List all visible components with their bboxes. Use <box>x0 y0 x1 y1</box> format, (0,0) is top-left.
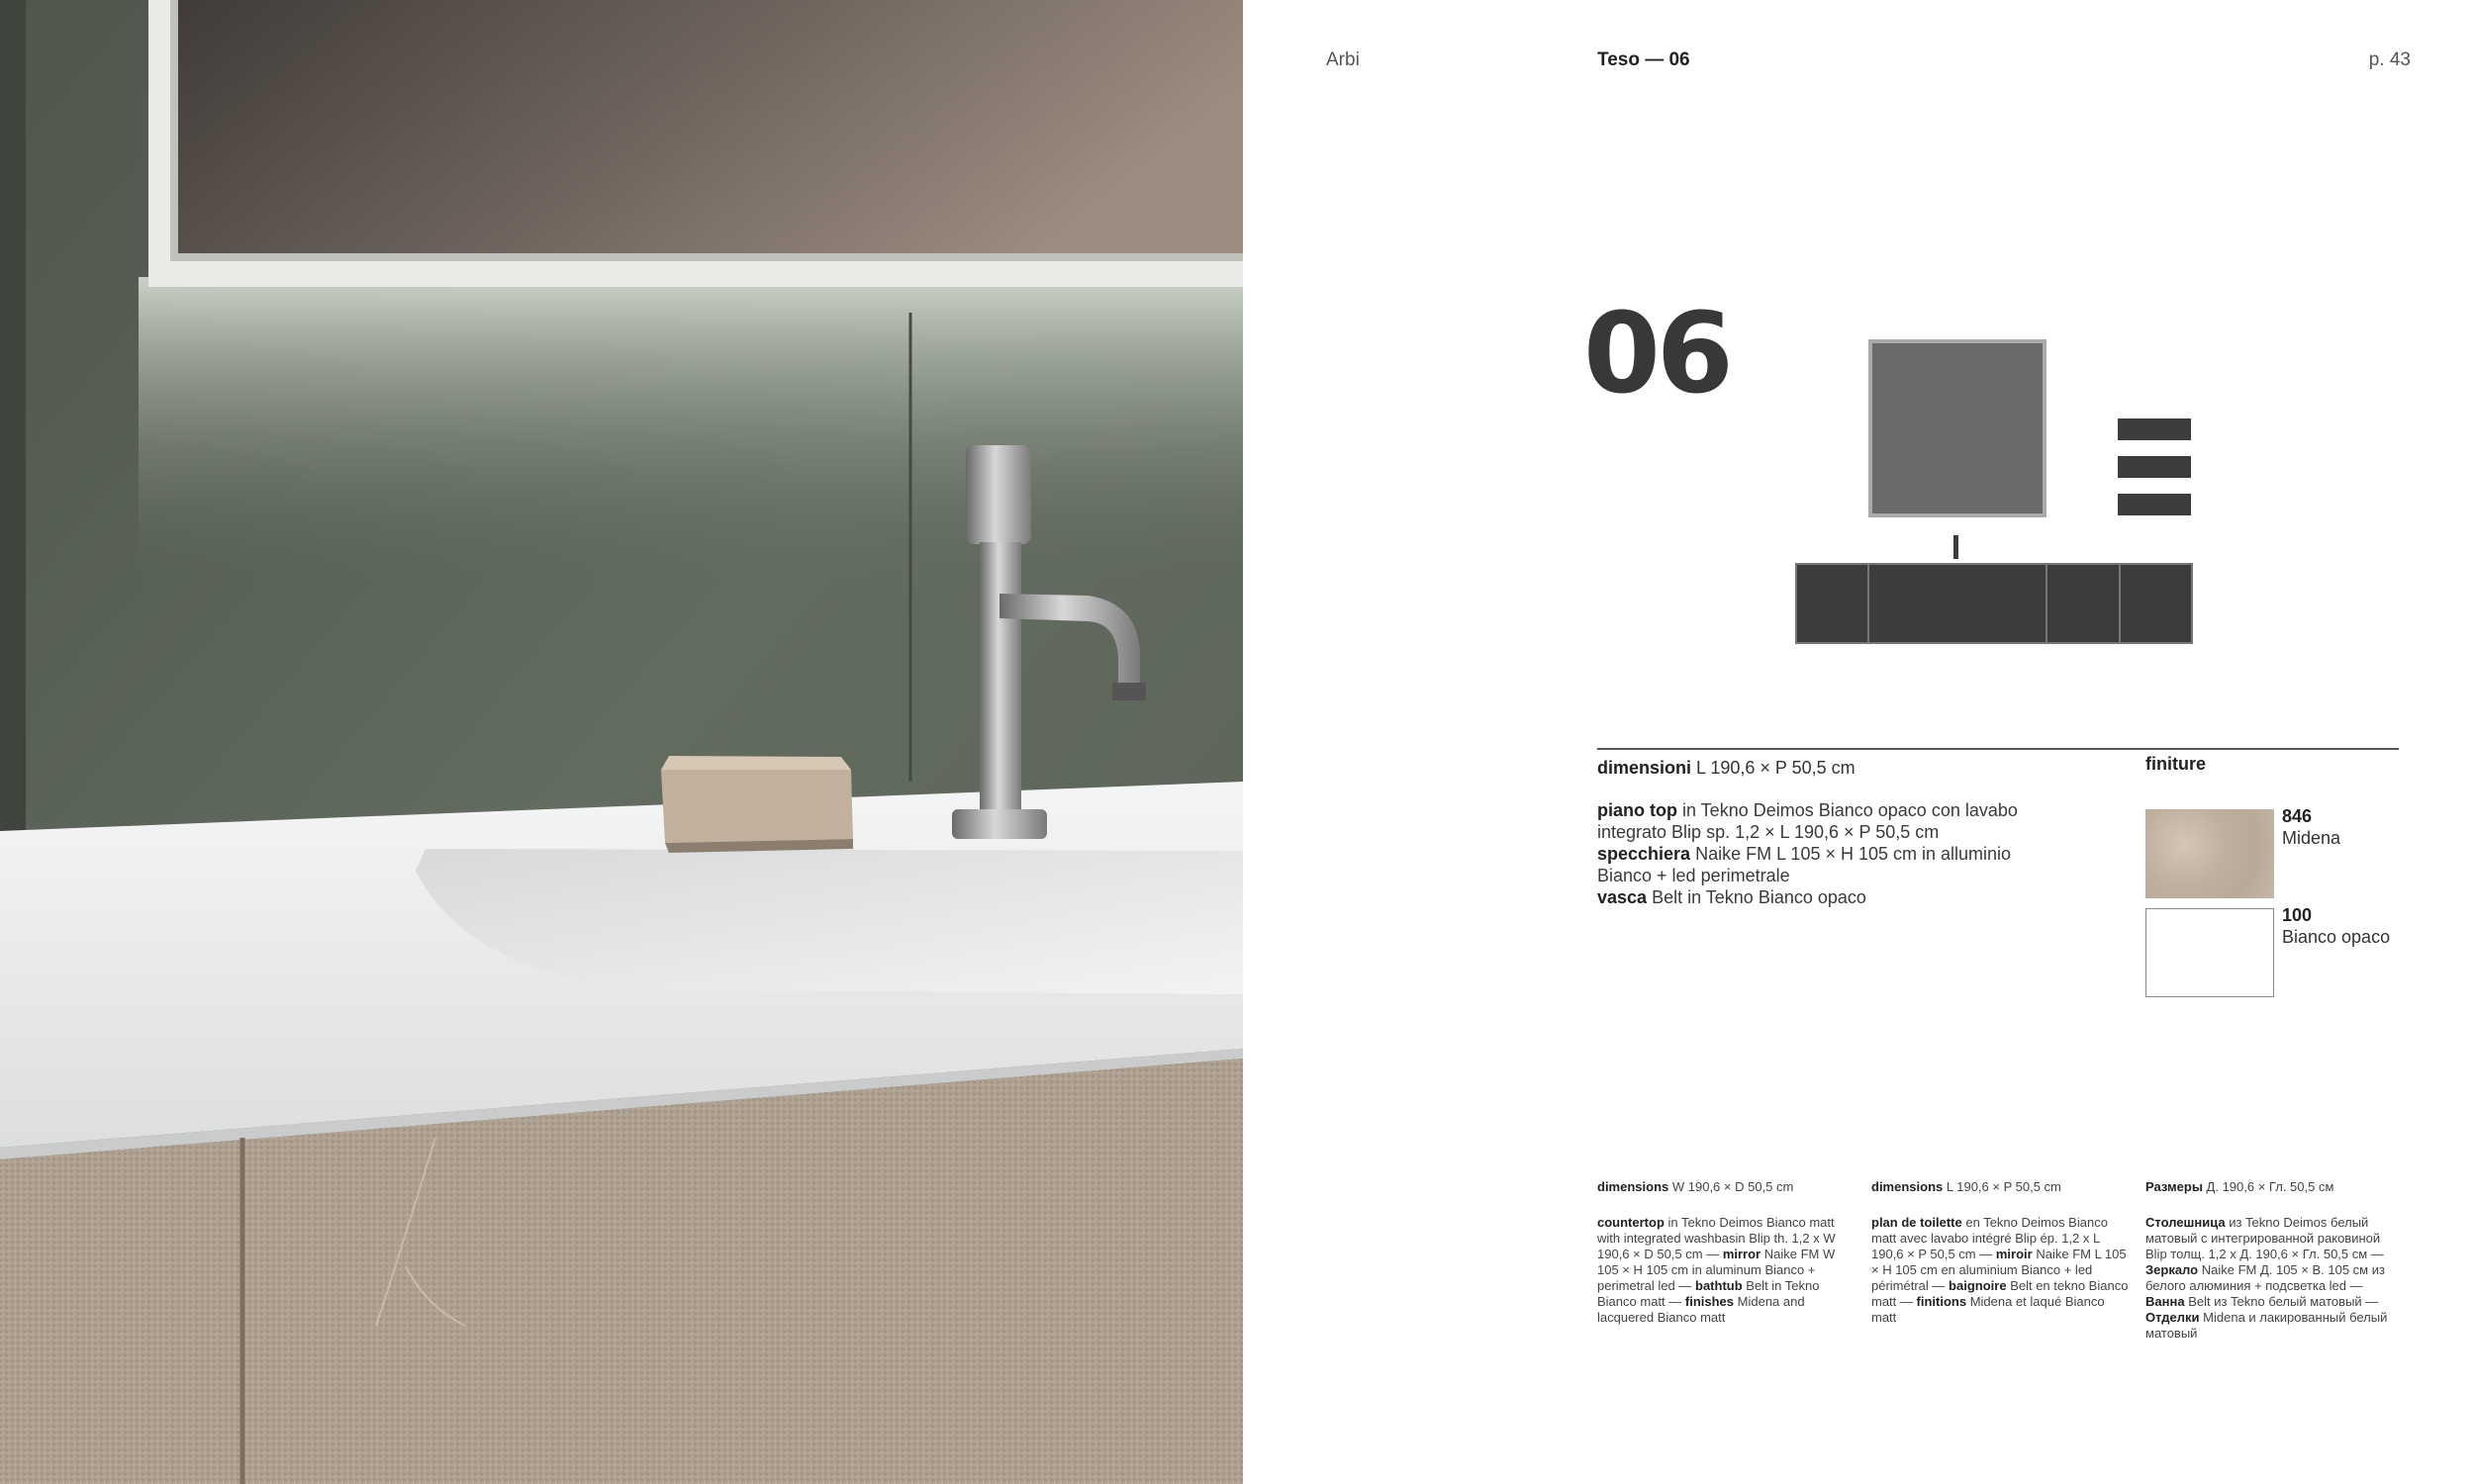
spec-text: Naike FM W 105 × H 105 cm in aluminum Bianco + perimetral led — <box>1597 1247 1836 1293</box>
spec-text: из Tekno Deimos белый матовый с интегрированной раковиной Blip толщ. 1,2 x Д. 190,6 × Гл. 50,5 см — <box>2145 1215 2384 1261</box>
spec-label: finishes <box>1684 1294 1735 1309</box>
dimensions-value: L 190,6 × P 50,5 cm <box>1696 758 1856 778</box>
spec-label: bathtub <box>1695 1278 1743 1293</box>
spec-text: Belt en tekno Bianco matt — <box>1871 1278 2129 1309</box>
spec-item <box>1597 886 2033 908</box>
dimensions <box>1597 758 1856 779</box>
spec-item <box>1597 799 2033 843</box>
bathtub-diagram-bar <box>2118 494 2191 515</box>
finishes-heading: finiture <box>2145 754 2206 774</box>
spec-label: Столешница <box>2145 1215 2226 1230</box>
spec-text: Naike FM L 105 × H 105 cm in alluminio Bianco + led perimetrale <box>1597 844 2012 885</box>
spec-text: Midena и лакированный белый матовый <box>2145 1310 2388 1341</box>
translation-french <box>1871 1179 2131 1326</box>
spec-text: Naike FM L 105 × H 105 cm en aluminium Bianco + led périmétral — <box>1871 1247 2127 1293</box>
dim-label: dimensions <box>1597 1179 1669 1194</box>
finish-code: 846 <box>2282 806 2313 826</box>
finish-name: Bianco opaco <box>2282 927 2391 947</box>
page-number: p. 43 <box>2368 49 2411 70</box>
spec-label: baignoire <box>1949 1278 2007 1293</box>
divider-line <box>1597 748 2399 750</box>
spec-list <box>1597 799 2033 908</box>
faucet-diagram <box>1953 535 1958 559</box>
spec-text: Midena and lacquered Bianco matt <box>1597 1294 1805 1325</box>
spec-label: countertop <box>1597 1215 1665 1230</box>
finish-code: 100 <box>2282 905 2313 925</box>
translation-english <box>1597 1179 1856 1326</box>
finish-name: Midena <box>2282 828 2341 848</box>
section-title: Teso — 06 <box>1597 49 1690 70</box>
spec-label: plan de toilette <box>1871 1215 1962 1230</box>
composition-number: 06 <box>1583 290 1730 418</box>
dim-label: dimensions <box>1871 1179 1944 1194</box>
dim-value: W 190,6 × D 50,5 cm <box>1671 1179 1794 1194</box>
finish-swatch-bianco <box>2145 908 2274 997</box>
dim-value: L 190,6 × P 50,5 cm <box>1946 1179 2061 1194</box>
spec-text: Naike FM Д. 105 × В. 105 см из белого алюминия + подсветка led — <box>2145 1262 2385 1293</box>
translation-russian <box>2145 1179 2405 1342</box>
dim-value: Д. 190,6 × Гл. 50,5 см <box>2206 1179 2334 1194</box>
brand-name: Arbi <box>1326 49 1360 70</box>
spec-label: Ванна <box>2145 1294 2185 1309</box>
spec-label: Зеркало <box>2145 1262 2199 1277</box>
dim-label: Размеры <box>2145 1179 2203 1194</box>
spec-text: in Tekno Deimos Bianco opaco con lavabo integrato Blip sp. 1,2 × L 190,6 × P 50,5 cm <box>1597 800 2018 842</box>
spec-text: Belt in Tekno Bianco matt — <box>1597 1278 1820 1309</box>
spec-text: in Tekno Deimos Bianco matt with integrated washbasin Blip th. 1,2 x W 190,6 × D 50,5 cm — <box>1597 1215 1836 1261</box>
spec-text: Belt из Tekno белый матовый — <box>2188 1294 2379 1309</box>
spec-label: piano top <box>1597 800 1677 820</box>
spec-label: Отделки <box>2145 1310 2200 1325</box>
dimensions-label: dimensioni <box>1597 758 1692 778</box>
spec-label: finitions <box>1916 1294 1967 1309</box>
composition-diagram <box>1791 331 2207 658</box>
finish-label <box>2282 805 2340 849</box>
spec-text: Midena et laqué Bianco matt <box>1871 1294 2105 1325</box>
finish-swatch-midena <box>2145 809 2274 898</box>
bathtub-diagram-bar <box>2118 418 2191 440</box>
spec-text: Belt in Tekno Bianco opaco <box>1652 887 1866 907</box>
finish-label <box>2282 904 2390 948</box>
spec-label: vasca <box>1597 887 1648 907</box>
vanity-diagram <box>1796 564 2192 643</box>
spec-item <box>1597 843 2033 886</box>
spec-label: miroir <box>1995 1247 2033 1261</box>
bathtub-diagram-bar <box>2118 456 2191 478</box>
spec-label: specchiera <box>1597 844 1691 864</box>
spec-label: mirror <box>1722 1247 1761 1261</box>
mirror-diagram <box>1870 341 2045 515</box>
spec-text: en Tekno Deimos Bianco matt avec lavabo intégré Blip ép. 1,2 x L 190,6 × P 50,5 cm — <box>1871 1215 2108 1261</box>
